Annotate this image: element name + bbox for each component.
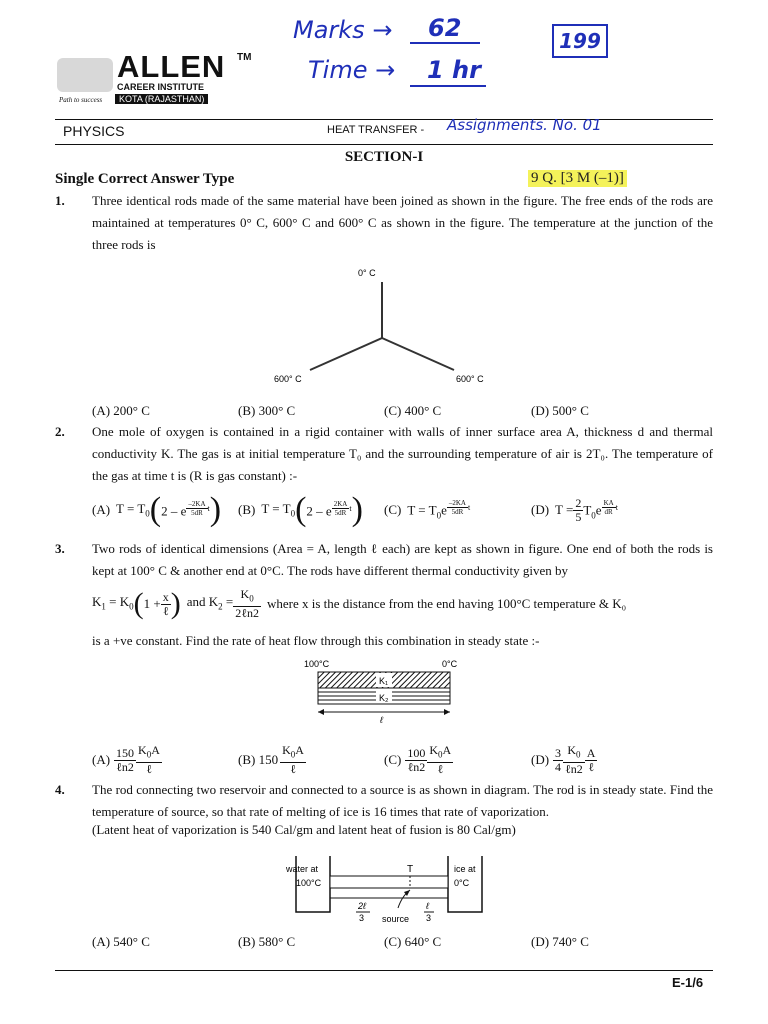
topic: HEAT TRANSFER - bbox=[327, 124, 425, 136]
q4-rod bbox=[330, 876, 448, 888]
svg-text:3: 3 bbox=[359, 913, 365, 923]
q1-label-right: 600° C bbox=[456, 374, 484, 384]
section-title: SECTION-I bbox=[344, 149, 424, 165]
q2-option-c[interactable]: (C) $T = T_0e$ $^{\frac{-2KA}{5dR} t}$ bbox=[384, 499, 471, 521]
q3-option-d-label: (D) bbox=[531, 752, 550, 767]
time-underline bbox=[410, 85, 486, 87]
q3-text-a: Two rods of identical dimensions (Area = A, length ℓ each) are kept as shown in figure. One end of both the rods is kept at 100° C & another end at 0°C. The rods have different thermal conductivity given by bbox=[92, 541, 713, 578]
q1-label-left: 600° C bbox=[274, 374, 302, 384]
q3-option-a-label: (A) bbox=[92, 752, 111, 767]
q3-option-a[interactable]: (A) $\frac{150}{\text{ℓn2}}$ $\frac{K_0A}{\text{ℓ}}$ bbox=[92, 743, 160, 776]
logo-subtitle: CAREER INSTITUTE bbox=[117, 82, 205, 92]
q3-text-b: where x is the distance from the end having 100°C temperature & K₀ bbox=[266, 596, 627, 611]
q4-option-d[interactable]: (D) 740° C bbox=[531, 934, 589, 949]
q4-label-water2: 100°C bbox=[296, 878, 322, 888]
logo-brand: ALLEN bbox=[117, 49, 226, 84]
q1-option-a[interactable]: (A) 200° C bbox=[92, 403, 150, 418]
marks-value: 62 bbox=[428, 14, 462, 42]
q2-option-c-label: (C) bbox=[384, 502, 402, 517]
q2-option-d-label: (D) bbox=[531, 502, 550, 517]
time-label: Time → bbox=[308, 56, 396, 84]
allen-logo bbox=[57, 49, 252, 110]
q1-figure bbox=[270, 262, 500, 386]
q2-option-a-label: (A) bbox=[92, 502, 111, 517]
q2-option-b[interactable]: (B) $T = T_0$ ( 2 – e $^{\frac{2KA}{5dR} t}$ ) bbox=[238, 491, 363, 528]
q3-label-right: 0°C bbox=[442, 659, 458, 669]
q4-option-c[interactable]: (C) 640° C bbox=[384, 934, 442, 949]
time-value: 1 hr bbox=[427, 56, 481, 84]
q3-formula-line: $K_1 = K_0$ ( 1 + $\frac{x}{\text{ℓ}}$ ) and $K_2$ = $\frac{K_0}{\text{2ℓn2}}$ where x is the distance from the end having 100°C temperature & K₀ bbox=[92, 587, 627, 620]
q4-text-b: (Latent heat of vaporization is 540 Cal/gm and latent heat of fusion is 80 Cal/gm) bbox=[92, 822, 516, 837]
logo-tm: TM bbox=[237, 52, 252, 63]
q2-text: One mole of oxygen is contained in a rigid container with walls of inner surface area A, thickness d and thermal conductivity K. The gas is at initial temperature T₀ and the surrounding temperature of air is 2T₀. The temperature of the gas at time t is (R is gas constant) :- bbox=[92, 424, 713, 483]
q3-option-c-label: (C) bbox=[384, 752, 402, 767]
q1-rod-left bbox=[310, 338, 382, 370]
page-number: E-1/6 bbox=[672, 975, 704, 990]
q1-option-b[interactable]: (B) 300° C bbox=[238, 403, 296, 418]
q4-label-water1: water at bbox=[286, 864, 319, 874]
q4-number: 4. bbox=[55, 782, 65, 797]
logo-emblem bbox=[57, 58, 113, 92]
q2-number: 2. bbox=[55, 424, 65, 439]
q3-label-k1: K₁ bbox=[379, 676, 389, 686]
q1-option-d[interactable]: (D) 500° C bbox=[531, 403, 589, 418]
q4-option-b[interactable]: (B) 580° C bbox=[238, 934, 296, 949]
svg-text:3: 3 bbox=[426, 913, 432, 923]
q2-option-b-label: (B) bbox=[238, 502, 256, 517]
q4-label-source: source bbox=[382, 914, 410, 924]
footer-rule bbox=[55, 970, 713, 971]
q1-rod-right bbox=[382, 338, 454, 370]
q3-option-d[interactable]: (D) $\frac{3}{4}$ $\frac{K_0}{\text{ℓn2}}$ $\frac{A}{\text{ℓ}}$ bbox=[531, 743, 596, 776]
q4-text-a: The rod connecting two reservoir and connected to a source is as shown in diagram. The rod is in steady state. Find the temperature of source, so that rate of melting of ice is 16 times that rate of vaporization. bbox=[92, 782, 713, 819]
q1-text: Three identical rods made of the same material have been joined as shown in the figure. The free ends of the rods are maintained at temperatures 0° C, 600° C and 600° C as shown in the figure. The temperature at the junction of the three rods is bbox=[92, 193, 713, 252]
q3-option-b[interactable]: (B) 150 $\frac{K_0A}{\text{ℓ}}$ bbox=[238, 743, 304, 776]
q4-option-a[interactable]: (A) 540° C bbox=[92, 934, 150, 949]
q2-option-d[interactable]: (D) T = $\frac{2}{5}$ $T_0e$ $^{\frac{KA}{dR} t}$ bbox=[531, 495, 618, 524]
q3-option-b-label: (B) 150 bbox=[238, 752, 279, 767]
q3-number: 3. bbox=[55, 541, 65, 556]
marks-underline bbox=[410, 42, 480, 44]
q4-label-ice1: ice at bbox=[454, 864, 476, 874]
q3-label-len: ℓ bbox=[380, 715, 383, 725]
topic-handwritten: Assignments. No. 01 bbox=[447, 116, 602, 134]
section-type: Single Correct Answer Type bbox=[55, 171, 235, 187]
q3-option-c[interactable]: (C) $\frac{100}{\text{ℓn2}}$ $\frac{K_0A}{\text{ℓ}}$ bbox=[384, 743, 452, 776]
marks-label: Marks → bbox=[293, 16, 393, 44]
q3-label-left: 100°C bbox=[304, 659, 330, 669]
q3-label-k2: K₂ bbox=[379, 693, 389, 703]
q1-label-top: 0° C bbox=[358, 268, 376, 278]
q1-number: 1. bbox=[55, 193, 65, 208]
marking-scheme: 9 Q. [3 M (–1)] bbox=[528, 170, 627, 187]
boxed-number: 199 bbox=[552, 24, 608, 58]
q3-figure bbox=[300, 656, 470, 728]
q4-figure bbox=[270, 852, 500, 926]
logo-tagline: Path to success bbox=[59, 96, 103, 104]
q4-label-ice2: 0°C bbox=[454, 878, 470, 888]
subject: PHYSICS bbox=[63, 123, 125, 139]
header-bar bbox=[55, 116, 713, 145]
logo-location: KOTA (RAJASTHAN) bbox=[115, 94, 208, 104]
q2-option-a[interactable]: (A) $T = T_0$ ( 2 – e $^{\frac{-2KA}{5dR} t}$ ) bbox=[92, 491, 222, 528]
q1-option-c[interactable]: (C) 400° C bbox=[384, 403, 442, 418]
q4-label-t: T bbox=[407, 864, 414, 875]
svg-text:ℓ: ℓ bbox=[426, 901, 429, 911]
q3-text-c: is a +ve constant. Find the rate of heat flow through this combination in steady state :- bbox=[92, 633, 540, 648]
svg-text:2ℓ: 2ℓ bbox=[358, 901, 366, 911]
